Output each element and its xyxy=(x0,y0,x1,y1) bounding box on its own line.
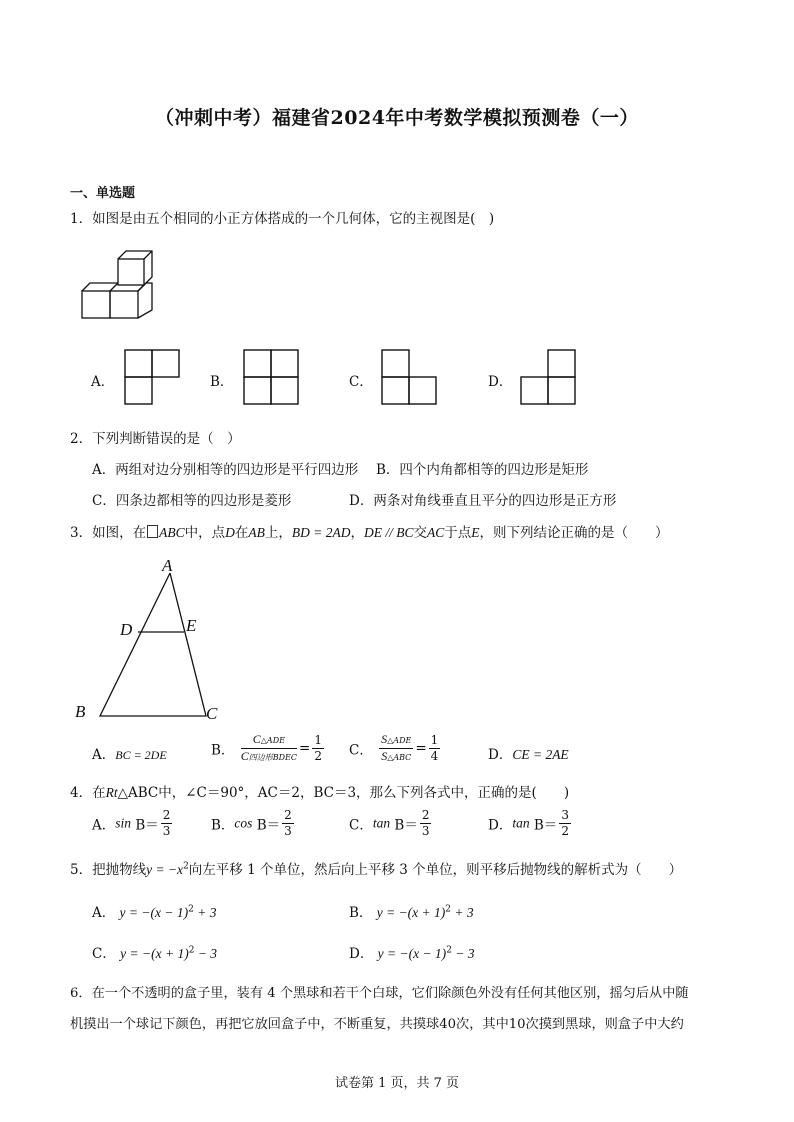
q4-option-d[interactable] xyxy=(488,808,573,839)
q5-pre: 5．把抛物线 xyxy=(70,862,147,878)
q3-option-a-label: A． xyxy=(92,747,116,763)
q5-c-tail: − 3 xyxy=(194,946,218,961)
q3-t2: 中，点 xyxy=(184,525,226,541)
q5-post: 向左平移 1 个单位，然后向上平移 3 个单位，则平移后抛物线的解析式为（ ） xyxy=(188,862,683,878)
q4-d-fn: tan xyxy=(512,815,530,831)
frac-num-s: S xyxy=(381,732,388,746)
q5-b-tail: + 3 xyxy=(451,905,474,920)
q5-option-c[interactable] xyxy=(92,942,217,962)
vertex-b-label: B xyxy=(75,702,86,721)
q5-d-expr: y = −(x − 1) xyxy=(377,946,447,961)
q3-option-d[interactable] xyxy=(488,743,569,763)
q5-b-sup: 2 xyxy=(445,904,452,915)
q2-option-d[interactable]: D．两条对角线垂直且平分的四边形是正方形 xyxy=(349,493,617,509)
frac-num-c: C xyxy=(252,732,261,746)
q4-a-label: A． xyxy=(92,817,116,834)
q3-t6: 上， xyxy=(264,525,292,541)
frac-den: 3 xyxy=(421,824,430,838)
q4-num: 4．在 xyxy=(70,785,106,801)
equals: = xyxy=(299,740,311,757)
q3-option-c-value xyxy=(429,733,441,764)
frac-den: 2 xyxy=(561,824,569,838)
q5-b-expr: y = −(x + 1) xyxy=(376,905,446,920)
frac-den-sub: △ABC xyxy=(387,753,412,762)
q4-a-var: B＝ xyxy=(135,817,159,834)
q3-t11: AC xyxy=(426,525,445,540)
frac-num: 2 xyxy=(162,808,171,822)
q5-b-label: B． xyxy=(349,905,373,921)
q4-b-label: B． xyxy=(211,817,235,834)
frac-den-c: C xyxy=(240,749,249,763)
q1-option-a-label[interactable]: A． xyxy=(91,374,115,390)
frac-num-sub: △ADE xyxy=(387,736,412,745)
q4-b-fn: cos xyxy=(234,815,253,831)
q4-option-b[interactable] xyxy=(211,808,296,839)
q5-d-sup: 2 xyxy=(446,945,452,956)
q5-d-tail: − 3 xyxy=(451,946,475,961)
q2-option-a[interactable]: A．两组对边分别相等的四边形是平行四边形 xyxy=(92,462,359,478)
q4-d-var: B＝ xyxy=(533,817,558,834)
q3-option-c-label: C． xyxy=(349,742,373,759)
point-d-label: D xyxy=(120,620,133,639)
q4-d-label: D． xyxy=(488,817,513,834)
q5-c-label: C． xyxy=(92,946,116,962)
frac-num: 1 xyxy=(314,733,322,747)
q4-c-var: B＝ xyxy=(394,817,418,834)
q3-t3: D xyxy=(225,525,235,540)
q3-option-c-ratio xyxy=(379,732,413,765)
q5-a-expr: y = −(x − 1) xyxy=(119,905,189,920)
q3-option-b-label: B． xyxy=(211,742,235,759)
q4-a-fn: sin xyxy=(115,815,132,831)
frac-den: 3 xyxy=(162,824,171,838)
q3-num: 3．如图，在 xyxy=(70,525,147,541)
frac-den-sub: 四边形BDEC xyxy=(248,753,297,762)
q1-option-d-figure[interactable] xyxy=(520,349,578,405)
q4-text: △ABC中，∠C＝90°，AC＝2，BC＝3，那么下列各式中，正确的是( ) xyxy=(117,785,570,801)
q4-b-var: B＝ xyxy=(256,817,281,834)
q3-option-b-ratio xyxy=(241,732,297,765)
q1-option-c-figure[interactable] xyxy=(381,349,439,405)
q1-option-b-figure[interactable] xyxy=(243,349,301,405)
question-2-stem: 2．下列判断错误的是（ ） xyxy=(70,431,241,447)
q3-t1: ABC xyxy=(159,525,185,540)
q1-option-b-label[interactable]: B． xyxy=(210,374,234,390)
q3-option-d-text: CE = 2AE xyxy=(512,747,569,762)
frac-num-sub: △ADE xyxy=(260,736,285,745)
frac-num: 3 xyxy=(561,808,569,822)
q1-option-d-label[interactable]: D． xyxy=(488,374,513,390)
q3-t7: BD = 2AD xyxy=(291,525,351,540)
q4-c-label: C． xyxy=(349,817,373,834)
q5-option-d[interactable] xyxy=(349,942,475,962)
q3-t4: 在 xyxy=(234,525,249,541)
q5-option-b[interactable] xyxy=(349,901,474,921)
q4-rt: Rt xyxy=(105,785,118,800)
q3-option-a-text: BC = 2DE xyxy=(115,748,167,762)
q3-t14: ，则下列结论正确的是（ ） xyxy=(479,525,669,541)
q3-t12: 于点 xyxy=(444,525,472,541)
q3-t9: DE // BC xyxy=(363,525,414,540)
frac-den: 3 xyxy=(284,824,292,838)
q5-d-label: D． xyxy=(349,946,374,962)
question-5-stem xyxy=(70,858,682,878)
frac-den: 2 xyxy=(314,749,322,763)
q4-c-fn: tan xyxy=(372,815,391,831)
question-3-stem xyxy=(70,521,668,541)
q1-option-c-label[interactable]: C． xyxy=(349,374,373,390)
q5-option-a[interactable] xyxy=(92,901,216,921)
frac-den-s: S xyxy=(381,749,388,763)
q3-option-c[interactable] xyxy=(349,732,442,765)
q4-option-c[interactable] xyxy=(349,808,433,839)
question-4-stem xyxy=(70,781,569,801)
q3-t13: E xyxy=(471,525,480,540)
vertex-c-label: C xyxy=(206,704,218,723)
question-1-stem: 1．如图是由五个相同的小正方体搭成的一个几何体，它的主视图是( ) xyxy=(70,211,495,227)
q3-t5: AB xyxy=(248,525,265,540)
q5-a-sup: 2 xyxy=(188,904,194,915)
triangle-symbol xyxy=(147,525,158,538)
q2-option-c[interactable]: C．四条边都相等的四边形是菱形 xyxy=(92,493,292,509)
q3-option-a[interactable] xyxy=(92,743,167,763)
q1-option-a-figure[interactable] xyxy=(124,349,182,405)
frac-num: 2 xyxy=(421,808,430,822)
q5-eq: y = −x xyxy=(146,862,184,877)
question-3-triangle-figure xyxy=(70,555,230,725)
q4-option-a[interactable] xyxy=(92,808,174,839)
page-title: （冲刺中考）福建省2024年中考数学模拟预测卷（一） xyxy=(155,107,639,129)
frac-num: 2 xyxy=(284,808,292,822)
q2-option-b[interactable]: B．四个内角都相等的四边形是矩形 xyxy=(376,462,589,478)
point-e-label: E xyxy=(186,616,197,635)
vertex-a-label: A xyxy=(162,556,173,575)
q3-option-d-label: D． xyxy=(488,747,513,763)
frac-den: 4 xyxy=(430,749,439,763)
q3-option-b-value xyxy=(312,733,324,764)
q3-t8: ， xyxy=(350,525,364,541)
q3-t10: 交 xyxy=(413,525,427,541)
page-footer: 试卷第 1 页，共 7 页 xyxy=(334,1076,460,1091)
q5-sup: 2 xyxy=(183,861,189,872)
question-6-line-2: 机摸出一个球记下颜色，再把它放回盒子中，不断重复，共摸球40次，其中10次摸到黑球，则盒子中大约 xyxy=(70,1017,684,1032)
section-heading: 一、单选题 xyxy=(70,186,136,201)
question-1-solid-figure xyxy=(78,244,158,322)
q5-a-label: A． xyxy=(92,905,116,921)
equals: = xyxy=(415,740,427,757)
q5-c-expr: y = −(x + 1) xyxy=(120,946,189,961)
question-6-line-1: 6．在一个不透明的盒子里，装有 4 个黑球和若干个白球，它们除颜色外没有任何其他区别，摇匀后从中随 xyxy=(70,986,689,1001)
q5-c-sup: 2 xyxy=(188,945,195,956)
q5-a-tail: + 3 xyxy=(193,905,217,920)
frac-num: 1 xyxy=(430,733,439,747)
q3-option-b[interactable] xyxy=(211,732,326,765)
